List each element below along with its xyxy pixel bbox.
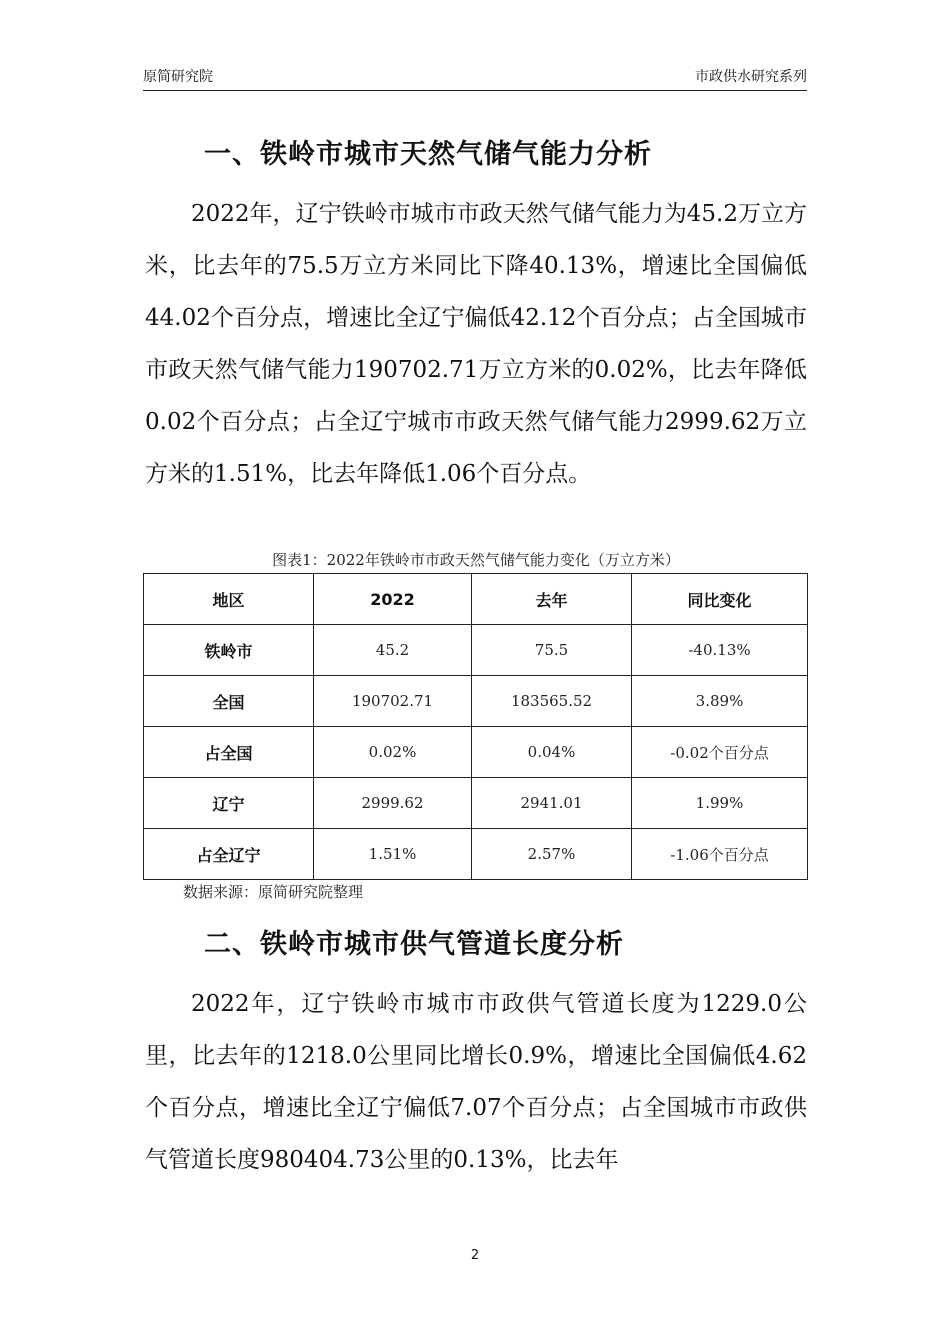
table-cell: 0.02% xyxy=(314,727,472,778)
table-row xyxy=(144,676,808,727)
table-cell: 190702.71 xyxy=(314,676,472,727)
table-caption: 图表1：2022年铁岭市市政天然气储气能力变化（万立方米） xyxy=(272,551,680,569)
table-cell: -40.13% xyxy=(632,625,808,676)
table-row xyxy=(144,727,808,778)
table-cell: 0.04% xyxy=(472,727,632,778)
table-header-cell: 2022 xyxy=(314,574,472,625)
table-cell: 2.57% xyxy=(472,829,632,880)
header-publisher: 原简研究院 xyxy=(143,69,213,85)
table-cell: 183565.52 xyxy=(472,676,632,727)
table-header-cell: 同比变化 xyxy=(632,574,808,625)
gas-storage-table xyxy=(143,573,808,880)
table-header-cell: 去年 xyxy=(472,574,632,625)
table-cell: 1.51% xyxy=(314,829,472,880)
table-header-row xyxy=(144,574,808,625)
table-cell: 1.99% xyxy=(632,778,808,829)
table-header-cell: 地区 xyxy=(144,574,314,625)
table-row xyxy=(144,778,808,829)
table-cell: 2999.62 xyxy=(314,778,472,829)
page-header xyxy=(143,66,807,91)
page-number: 2 xyxy=(470,1248,480,1263)
section-heading-gas-storage: 一、铁岭市城市天然气储气能力分析 xyxy=(204,139,652,170)
data-source-note: 数据来源：原简研究院整理 xyxy=(183,883,364,901)
table-cell: 2941.01 xyxy=(472,778,632,829)
table-row-label: 辽宁 xyxy=(144,778,314,829)
section-paragraph-gas-storage: 2022年，辽宁铁岭市城市市政天然气储气能力为45.2万立方米，比去年的75.5万立方米同比下降40.13%，增速比全国偏低44.02个百分点，增速比全辽宁偏低42.12个百分点；占全国城市市政天然气储气能力190702.71万立方米的0.02%，比去年降低0.02个百分点；占全辽宁城市市政天然气储气能力2999.62万立方米的1.51%，比去年降低1.06个百分点。 xyxy=(145,201,807,487)
header-series: 市政供水研究系列 xyxy=(695,69,807,85)
table-cell: 45.2 xyxy=(314,625,472,676)
table-cell: 3.89% xyxy=(632,676,808,727)
table-row-label: 全国 xyxy=(144,676,314,727)
table-cell: 75.5 xyxy=(472,625,632,676)
table-row xyxy=(144,829,808,880)
table-row-label: 占全国 xyxy=(144,727,314,778)
table-row xyxy=(144,625,808,676)
section-heading-gas-pipeline: 二、铁岭市城市供气管道长度分析 xyxy=(204,929,624,960)
table-cell: -0.02个百分点 xyxy=(632,727,808,778)
table-row-label: 铁岭市 xyxy=(144,625,314,676)
table-row-label: 占全辽宁 xyxy=(144,829,314,880)
table-cell: -1.06个百分点 xyxy=(632,829,808,880)
section-paragraph-gas-pipeline: 2022年，辽宁铁岭市城市市政供气管道长度为1229.0公里，比去年的1218.0公里同比增长0.9%，增速比全国偏低4.62个百分点，增速比全辽宁偏低7.07个百分点；占全国城市市政供气管道长度980404.73公里的0.13%，比去年 xyxy=(145,991,807,1173)
